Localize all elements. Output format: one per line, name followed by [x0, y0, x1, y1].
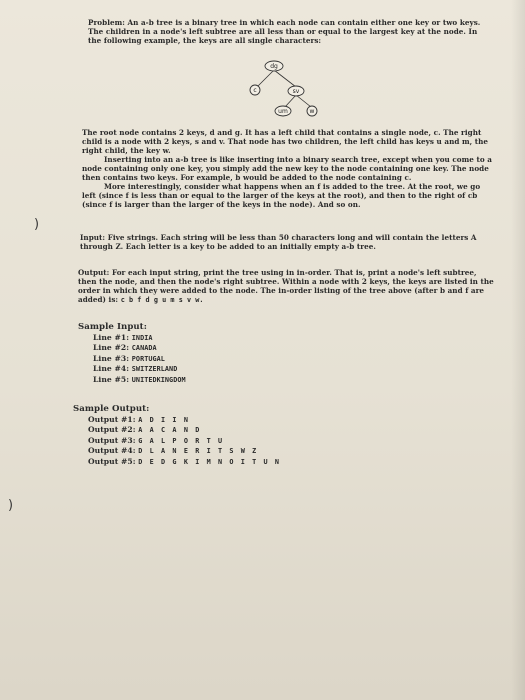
description-paragraph-3: More interestingly, consider what happens when an f is added to the tree. At the root, we go left (since f is less than or equal to the larger of the keys at the root), and then to the right of cb (since f is larger than the larger of the keys in the node). And so on. [82, 182, 481, 209]
line-value: PORTUGAL [131, 354, 165, 363]
sample-output-line [73, 436, 373, 446]
input-spec [80, 233, 494, 251]
line-label: Line #3: [93, 353, 130, 363]
sample-input-block [78, 323, 378, 385]
sample-input-line [78, 343, 378, 353]
sample-output-block [73, 405, 373, 467]
output-line-label: Output #4: [88, 446, 136, 456]
input-label: Input: [80, 233, 106, 242]
edge-right-left [285, 95, 296, 107]
line-label: Line #5: [93, 374, 130, 384]
edge-root-left [257, 70, 274, 87]
page-shadow [511, 0, 525, 700]
sample-output-line [73, 415, 373, 425]
output-line-label: Output #3: [88, 435, 136, 445]
line-value: CANADA [131, 344, 157, 353]
sample-input-line [78, 333, 378, 343]
output-line-value: D E D G K I M N O I T U N [138, 457, 281, 466]
line-value: UNITEDKINGDOM [131, 375, 186, 384]
margin-mark: ) [8, 498, 14, 513]
sample-output-line [73, 457, 373, 467]
sample-output-line [73, 446, 373, 456]
sample-input-heading: Sample Input: [78, 322, 147, 332]
output-line-value: A D I I N [138, 416, 190, 424]
output-line-value: G A L P O R T U [138, 436, 224, 445]
output-line-value: A A C A N D [138, 426, 201, 435]
output-text: For each input string, print the tree using in in-order. That is, print a node's left subtree, then the node, and then the node's right subtree. Within a node with 2 keys, the keys are listed in the order in which they were added to the node. The in-order listing of the tree above (after b and f are added) is: [78, 268, 494, 304]
line-label: Line #2: [93, 343, 130, 353]
line-value: SWITZERLAND [131, 365, 178, 374]
sample-output-line [73, 425, 373, 435]
line-label: Line #4: [93, 364, 130, 374]
node-root-label: dg [270, 63, 278, 71]
edge-root-right [274, 70, 296, 87]
description-paragraph-2: Inserting into an a-b tree is like inserting into a binary search tree, except when you come to a node containing only one key, you simply add the new key to the node containing one key. The node then contains two keys. For example, b would be added to the node containing c. [82, 155, 492, 182]
output-line-label: Output #1: [88, 415, 136, 424]
output-listing: c b f d g u m s v w. [120, 296, 204, 304]
output-line-label: Output #2: [88, 425, 136, 435]
tree-description [82, 128, 494, 209]
description-paragraph-1: The root node contains 2 keys, d and g. It has a left child that contains a single node, c. The right child is a node with 2 keys, s and v. That node has two children, the left child has keys u and m, the right child, the key w. [82, 128, 489, 155]
line-value: INDIA [131, 334, 153, 342]
node-left-label: c [253, 87, 257, 95]
edge-right-right [296, 95, 311, 107]
node-right-label: sv [292, 88, 300, 96]
margin-mark: ) [34, 217, 40, 232]
problem-statement: Problem: An a-b tree is a binary tree in which each node can contain either one key or two keys. The children in a node's left subtree are all less than or equal to the largest key at the node. In the following example, the keys are all single characters: [88, 18, 481, 45]
output-line-label: Output #5: [88, 456, 136, 466]
sample-input-line [78, 354, 378, 364]
sample-input-line [78, 375, 378, 385]
output-spec [78, 268, 494, 305]
line-label: Line #1: [93, 333, 130, 342]
sample-input-line [78, 364, 378, 374]
tree-diagram [236, 56, 336, 120]
sample-output-heading: Sample Output: [73, 404, 150, 414]
node-right-right-label: w [309, 108, 315, 116]
output-line-value: D L A N E R I T S W Z [138, 447, 258, 456]
node-right-left-label: um [278, 108, 288, 116]
input-text: Five strings. Each string will be less than 50 characters long and will contain the letters A through Z. Each letter is a key to be added to an initially empty a-b tree. [80, 233, 477, 251]
output-label: Output: [78, 268, 110, 277]
